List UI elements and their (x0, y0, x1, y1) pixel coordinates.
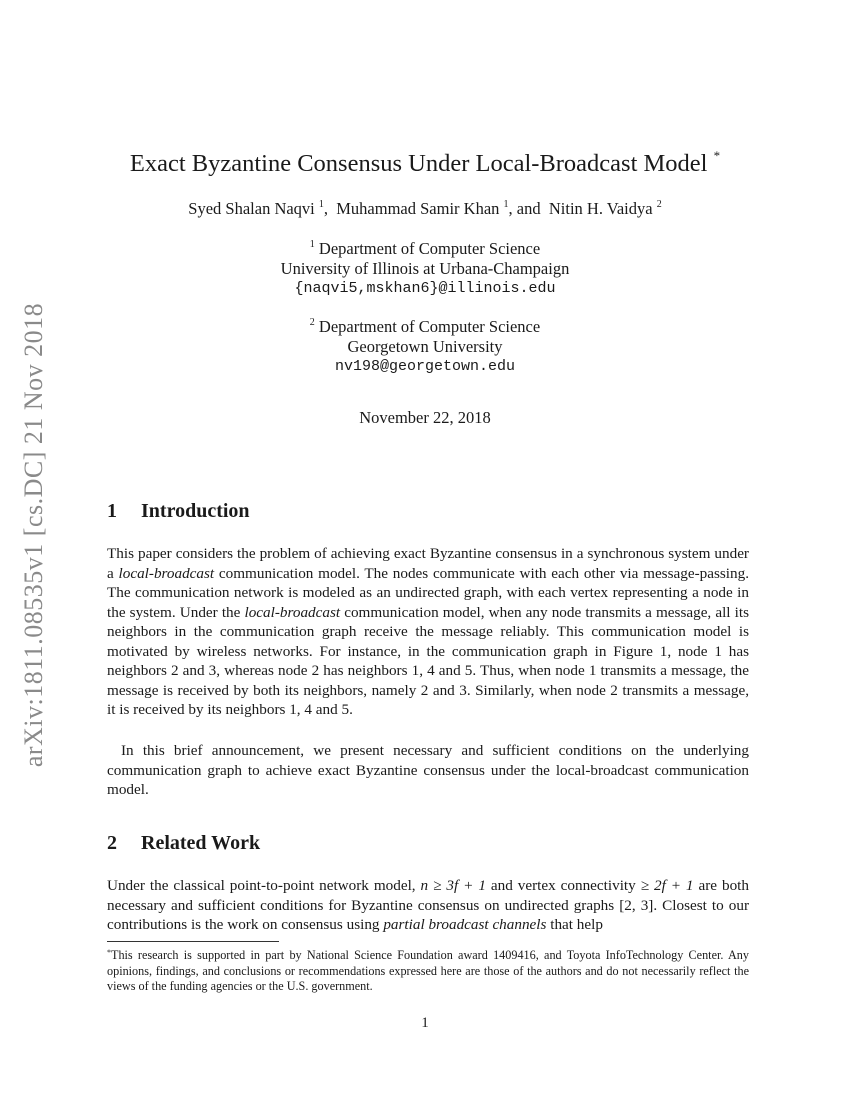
paragraph-text: that help (546, 916, 603, 933)
author-separator: , (323, 199, 329, 218)
emphasis-text: local-broadcast (118, 564, 215, 582)
emphasis-text: partial broadcast channels (383, 916, 547, 933)
footnote-text: This research is supported in part by National Science Foundation award 1409416, and Toyota InfoTechnology Center. Any opinions, findings, and conclusions or recommendations expressed here are those of the authors and do not necessarily reflect the views of the funding agencies or the U.S. government. (107, 948, 749, 993)
affiliation-block (0, 313, 850, 377)
section-title: Introduction (141, 500, 250, 522)
affiliation-block (0, 235, 850, 299)
section-heading-introduction (107, 500, 250, 523)
footnote-divider (107, 941, 279, 942)
math-expression: ≥ 2f + 1 (640, 877, 694, 894)
author-email: {naqvi5,mskhan6}@illinois.edu (294, 280, 556, 297)
department-name: Department of Computer Science (318, 317, 541, 336)
author-affiliation-mark: 1 (318, 199, 324, 210)
affiliation-department (0, 235, 850, 259)
paper-title-text: Exact Byzantine Consensus Under Local-Broadcast Model (129, 150, 708, 177)
paragraph-text: This paper considers the problem of achieving exact Byzantine consensus in a synchronous system under a (107, 545, 749, 582)
author-list (0, 199, 850, 219)
footnote-mark: * (107, 948, 111, 957)
introduction-paragraph-2: In this brief announcement, we present necessary and sufficient conditions on the underlying communication graph to achieve exact Byzantine consensus under the local-broadcast communication model. (107, 742, 749, 798)
section-heading-related-work (107, 832, 260, 855)
math-expression: n ≥ 3f + 1 (420, 877, 486, 894)
paragraph-text: communication model. The nodes communicate with each other via message-passing. The communication network is modeled as an undirected graph, with each vertex representing a node in the system. Under the (107, 564, 750, 621)
affiliation-mark: 1 (309, 239, 315, 250)
author-name: Muhammad Samir Khan (336, 199, 500, 218)
section-number: 1 (107, 500, 117, 522)
institution-name: Georgetown University (347, 337, 503, 356)
arxiv-identifier-text: arXiv:1811.08535v1 [cs.DC] 21 Nov 2018 (19, 302, 49, 768)
author-affiliation-mark: 1 (503, 199, 509, 210)
related-work-paragraph-1 (107, 876, 749, 935)
emphasis-text: local-broadcast (244, 603, 341, 621)
author-name: Syed Shalan Naqvi (188, 199, 315, 218)
section-title: Related Work (141, 832, 261, 854)
affiliation-mark: 2 (309, 317, 315, 328)
paragraph-text: communication model, when any node transmits a message, all its neighbors in the communication graph receive the message reliably. This communication model is motivated by wireless networks. For instance, in the communication graph in Figure 1, node 1 has neighbors 2 and 3, whereas node 2 has neighbors 1, 4 and 5. Thus, when node 1 transmits a message, the message is received by both its neighbors, namely 2 and 3. Similarly, when node 2 transmits a message, it is received by its neighbors 1, 4 and 5. (107, 603, 749, 718)
paragraph-text: Under the classical point-to-point network model, (107, 877, 421, 894)
author-affiliation-mark: 2 (656, 199, 662, 210)
author-name: Nitin H. Vaidya (548, 199, 653, 218)
paper-title (0, 148, 850, 178)
publication-date: November 22, 2018 (359, 408, 491, 427)
author-email: nv198@georgetown.edu (334, 358, 516, 375)
page-number: 1 (421, 1015, 429, 1031)
introduction-paragraph-1 (107, 544, 749, 720)
paragraph-text: and vertex connectivity (485, 877, 641, 894)
paragraph-text: are both necessary and sufficient conditions for Byzantine consensus on undirected graphs [2, 3]. Closest to our contributions is the work on consensus using (107, 877, 749, 933)
author-conjunction: , and (508, 199, 541, 218)
department-name: Department of Computer Science (318, 239, 541, 258)
institution-name: University of Illinois at Urbana-Champaign (280, 259, 570, 278)
affiliation-department (0, 313, 850, 337)
title-footnote-mark: * (713, 148, 721, 163)
footnote (107, 945, 749, 995)
section-number: 2 (107, 832, 117, 854)
